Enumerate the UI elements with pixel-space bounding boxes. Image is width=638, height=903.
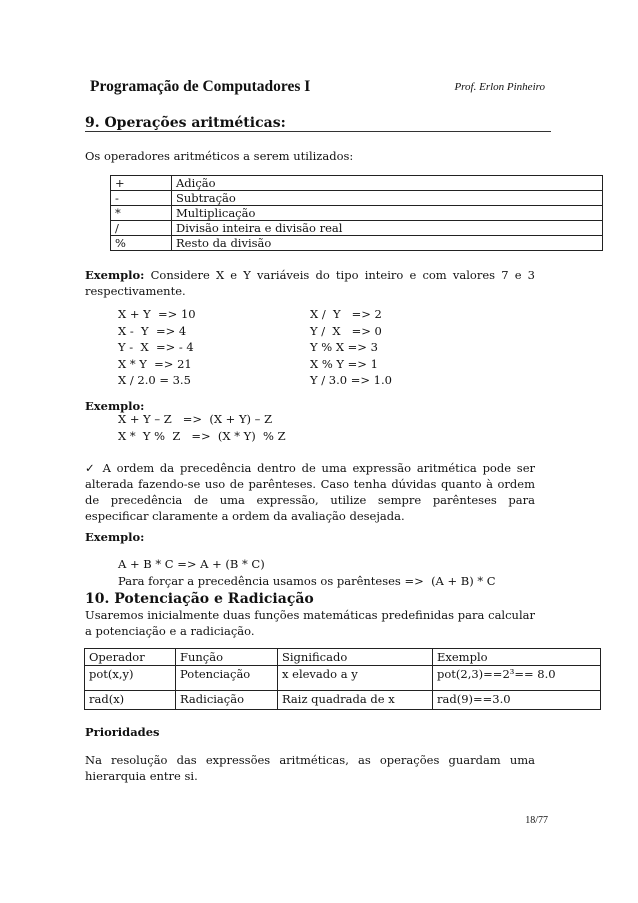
example-line: X / 2.0 = 3.5	[118, 373, 191, 387]
operator-symbol: /	[111, 221, 172, 236]
page-number: 18/77	[525, 815, 548, 826]
example-line: Y / 3.0 => 1.0	[310, 373, 392, 387]
operator-meaning: Multiplicação	[172, 206, 603, 221]
section-10-title: 10. Potenciação e Radiciação	[85, 591, 314, 607]
note-text: A ordem da precedência dentro de uma expressão aritmética pode ser alterada fazendo-se uso de parênteses. Caso tenha dúvidas quanto à ordem de precedência de uma expressão, utilize sempre parênteses para especificar claramente a ordem da avaliação desejada.	[85, 461, 536, 523]
example-label: Exemplo:	[85, 268, 145, 282]
table-row	[111, 206, 603, 221]
table-cell: rad(9)==3.0	[433, 691, 601, 710]
operator-symbol: *	[111, 206, 172, 221]
example-line: X * Y => 21	[118, 356, 192, 371]
operators-table	[110, 175, 603, 251]
example-line: X + Y => 10	[118, 307, 196, 321]
section-9-title: 9. Operações aritméticas:	[85, 115, 286, 131]
example-line: X * Y % Z => (X * Y) % Z	[118, 428, 286, 443]
table-cell: pot(x,y)	[85, 666, 176, 691]
table-header-row	[85, 649, 601, 666]
table-row	[111, 221, 603, 236]
author-name: Prof. Erlon Pinheiro	[454, 81, 545, 93]
column-header: Significado	[278, 649, 433, 666]
table-cell: Radiciação	[176, 691, 278, 710]
operator-meaning: Adição	[172, 176, 603, 191]
example-line: Y % X => 3	[310, 340, 378, 354]
course-title: Programação de Computadores I	[90, 78, 311, 95]
column-header: Função	[176, 649, 278, 666]
operator-symbol: %	[111, 236, 172, 251]
example-1-paragraph	[85, 267, 535, 299]
section-10-intro: Usaremos inicialmente duas funções matemáticas predefinidas para calcular a potenciação e a radiciação.	[85, 608, 535, 638]
example-line: X - Y => 4	[118, 323, 187, 338]
examples-left-column	[118, 306, 196, 389]
table-cell: rad(x)	[85, 691, 176, 710]
functions-table	[84, 648, 601, 710]
table-row	[111, 176, 603, 191]
example-2-lines	[118, 411, 286, 444]
table-cell: Raiz quadrada de x	[278, 691, 433, 710]
example-line: Para forçar a precedência usamos os parênteses => (A + B) * C	[118, 573, 496, 588]
table-cell: Potenciação	[176, 666, 278, 691]
priorities-title: Prioridades	[85, 725, 160, 739]
table-cell: x elevado a y	[278, 666, 433, 691]
column-header: Exemplo	[433, 649, 601, 666]
operator-meaning: Divisão inteira e divisão real	[172, 221, 603, 236]
page-header	[90, 78, 545, 100]
table-row	[85, 666, 601, 691]
example-text: Considere X e Y variáveis do tipo inteiro e com valores 7 e 3 respectivamente.	[85, 268, 535, 298]
operator-symbol: +	[111, 176, 172, 191]
example-line: X % Y => 1	[310, 356, 378, 371]
checkmark-icon: ✓	[85, 461, 97, 475]
example-2-label: Exemplo:	[85, 399, 145, 413]
example-line: A + B * C => A + (B * C)	[118, 557, 265, 571]
precedence-note	[85, 460, 535, 524]
examples-right-column	[310, 306, 392, 389]
column-header: Operador	[85, 649, 176, 666]
example-line: X / Y => 2	[310, 307, 382, 321]
example-3-lines	[118, 556, 496, 589]
table-row	[111, 236, 603, 251]
example-3-label: Exemplo:	[85, 530, 145, 544]
table-row	[111, 191, 603, 206]
priorities-text: Na resolução das expressões aritméticas, as operações guardam uma hierarquia entre si.	[85, 753, 535, 783]
example-line: Y / X => 0	[310, 323, 382, 338]
operators-intro: Os operadores aritméticos a serem utilizados:	[85, 149, 354, 163]
operator-symbol: -	[111, 191, 172, 206]
example-line: X + Y – Z => (X + Y) – Z	[118, 412, 273, 426]
table-row	[85, 691, 601, 710]
operator-meaning: Subtração	[172, 191, 603, 206]
example-line: Y - X => - 4	[118, 340, 194, 354]
table-cell: pot(2,3)==2³== 8.0	[433, 666, 601, 691]
section-divider	[85, 131, 551, 132]
operator-meaning: Resto da divisão	[172, 236, 603, 251]
